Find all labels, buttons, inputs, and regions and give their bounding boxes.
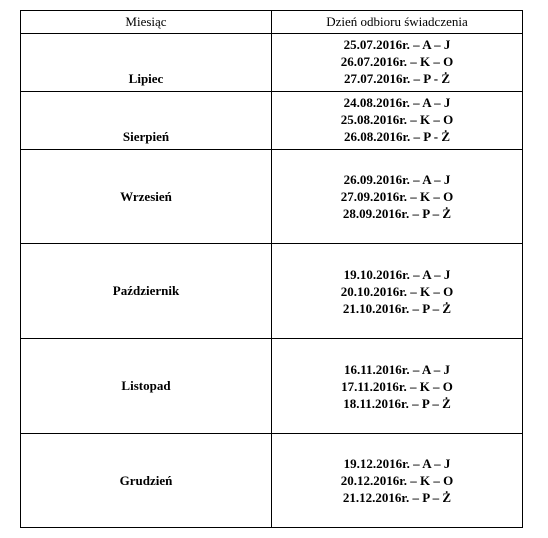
pickup-date: 16.11.2016r. – A – J — [343, 361, 451, 377]
pickup-date: 26.09.2016r. – A – J — [343, 172, 451, 187]
month-cell: Lipiec — [21, 34, 272, 92]
table-row — [21, 244, 523, 339]
pickup-date: 25.08.2016r. – K – O — [340, 112, 454, 127]
dates-cell — [272, 150, 523, 244]
benefit-schedule-table — [20, 10, 523, 528]
pickup-date: 17.11.2016r. – K – O — [341, 378, 453, 394]
dates-cell — [272, 244, 523, 339]
pickup-date: 20.12.2016r. – K – O — [340, 473, 454, 488]
month-cell: Grudzień — [21, 434, 272, 528]
table-row — [21, 339, 523, 434]
month-cell: Wrzesień — [21, 150, 272, 244]
month-cell: Sierpień — [21, 92, 272, 150]
pickup-date: 27.07.2016r. – P - Ż — [343, 71, 451, 86]
dates-cell — [272, 34, 523, 92]
table-header-row — [21, 11, 523, 34]
pickup-date: 19.12.2016r. – A – J — [343, 456, 451, 471]
month-cell: Listopad — [21, 339, 272, 434]
table-row — [21, 92, 523, 150]
pickup-date: 19.10.2016r. – A – J — [343, 266, 451, 282]
pickup-date: 26.08.2016r. – P - Ż — [343, 129, 451, 144]
pickup-date: 26.07.2016r. – K – O — [340, 54, 454, 69]
table-row — [21, 150, 523, 244]
table-row — [21, 434, 523, 528]
pickup-date: 20.10.2016r. – K – O — [340, 283, 454, 299]
pickup-date: 28.09.2016r. – P – Ż — [342, 206, 452, 221]
pickup-date: 21.12.2016r. – P – Ż — [342, 490, 452, 505]
pickup-date: 21.10.2016r. – P – Ż — [342, 300, 452, 316]
pickup-date: 25.07.2016r. – A – J — [343, 37, 451, 52]
table-row — [21, 34, 523, 92]
dates-cell — [272, 339, 523, 434]
pickup-date: 18.11.2016r. – P – Ż — [343, 395, 451, 411]
column-header-month: Miesiąc — [21, 11, 272, 34]
pickup-date: 27.09.2016r. – K – O — [340, 189, 454, 204]
dates-cell — [272, 92, 523, 150]
month-cell: Październik — [21, 244, 272, 339]
dates-cell — [272, 434, 523, 528]
pickup-date: 24.08.2016r. – A – J — [343, 95, 451, 110]
column-header-pickup-day: Dzień odbioru świadczenia — [272, 11, 523, 34]
